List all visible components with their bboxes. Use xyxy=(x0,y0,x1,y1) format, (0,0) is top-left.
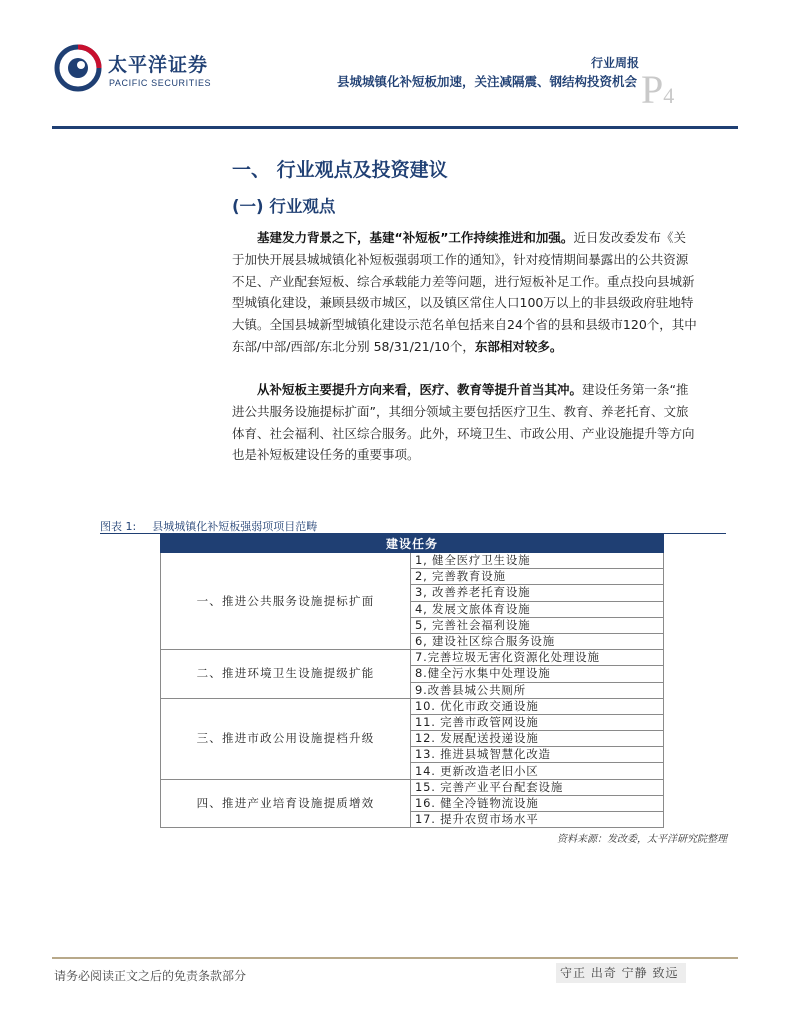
figure-title: 县城城镇化补短板强弱项项目范畴 xyxy=(152,520,318,533)
category-cell: 三、推进市政公用设施提档升级 xyxy=(161,698,411,779)
figure-source: 资料来源：发改委，太平洋研究院整理 xyxy=(557,834,727,845)
disclaimer-note: 请务必阅读正文之后的免责条款部分 xyxy=(54,969,247,983)
construction-tasks-table xyxy=(160,534,664,828)
paragraph-line xyxy=(232,336,738,358)
paragraph-line: 于加快开展县城城镇化补短板强弱项工作的通知》，针对疫情期间暴露出的公共资源 xyxy=(232,251,689,267)
task-cell: 7.完善垃圾无害化资源化处理设施 xyxy=(411,650,664,666)
paragraph-line: 大镇。全国县城新型城镇化建设示范名单包括来自24个省的县和县级市120个，其中 xyxy=(232,317,697,333)
task-cell: 3, 改善养老托育设施 xyxy=(411,585,664,601)
paragraph-line: 型城镇化建设，兼顾县级市城区，以及镇区常住人口100万以上的非县级政府驻地特 xyxy=(232,295,694,311)
company-motto: 守正 出奇 宁静 致远 xyxy=(556,963,686,983)
task-cell: 16. 健全冷链物流设施 xyxy=(411,795,664,811)
page-number-digit: 4 xyxy=(663,83,675,108)
task-cell: 5, 完善社会福利设施 xyxy=(411,617,664,633)
paragraph-2 xyxy=(232,379,738,466)
task-cell: 17. 提升农贸市场水平 xyxy=(411,812,664,828)
paragraph-line: 体育、社会福利、社区综合服务。此外，环境卫生、市政公用、产业设施提升等方向 xyxy=(232,425,695,441)
paragraph-line xyxy=(232,379,738,401)
task-cell: 9.改善县城公共厕所 xyxy=(411,682,664,698)
section-subheading: (一) 行业观点 xyxy=(232,197,336,216)
category-cell: 二、推进环境卫生设施提级扩能 xyxy=(161,650,411,699)
task-cell: 8.健全污水集中处理设施 xyxy=(411,666,664,682)
bold-lead: 从补短板主要提升方向来看，医疗、教育等提升首当其冲。 xyxy=(257,382,583,397)
report-type: 行业周报 xyxy=(590,56,639,70)
paragraph-line: 进公共服务设施提标扩面”，其细分领域主要包括医疗卫生、教育、养老托育、文旅 xyxy=(232,403,689,419)
task-cell: 2, 完善教育设施 xyxy=(411,569,664,585)
table-header: 建设任务 xyxy=(161,535,664,553)
paragraph-line: 不足、产业配套短板、综合承载能力差等问题，进行短板补足工作。重点投向县城新 xyxy=(232,273,695,289)
footer-divider xyxy=(52,957,738,959)
line-text: 近日发改委发布《关 xyxy=(573,230,686,245)
figure-label: 图表 1: xyxy=(100,520,137,533)
table-header-row xyxy=(161,535,664,553)
category-cell: 一、推进公共服务设施提标扩面 xyxy=(161,553,411,650)
table-row xyxy=(161,779,664,795)
report-title: 县城城镇化补短板加速，关注减隔震、钢结构投资机会 xyxy=(336,74,637,89)
task-cell: 14. 更新改造老旧小区 xyxy=(411,763,664,779)
bold-lead: 基建发力背景之下，基建“补短板”工作持续推进和加强。 xyxy=(257,230,574,245)
task-cell: 13. 推进县城智慧化改造 xyxy=(411,747,664,763)
paragraph-line: 也是补短板建设任务的重要事项。 xyxy=(232,447,420,463)
task-cell: 15. 完善产业平台配套设施 xyxy=(411,779,664,795)
paragraph-line xyxy=(232,227,738,249)
task-cell: 4, 发展文旅体育设施 xyxy=(411,601,664,617)
line-text: 建设任务第一条“推 xyxy=(582,382,689,397)
task-cell: 11. 完善市政管网设施 xyxy=(411,714,664,730)
bold-conclusion: 东部相对较多。 xyxy=(474,338,563,354)
task-cell: 12. 发展配送投递设施 xyxy=(411,731,664,747)
table-row xyxy=(161,553,664,569)
table-row xyxy=(161,698,664,714)
logo-chinese-name: 太平洋证券 xyxy=(108,54,209,76)
figure-caption xyxy=(100,518,317,534)
header-divider xyxy=(52,126,738,129)
company-logo xyxy=(54,44,214,94)
task-cell: 10. 优化市政交通设施 xyxy=(411,698,664,714)
line-text: 东部/中部/西部/东北分别 58/31/21/10个， xyxy=(232,338,475,354)
page-number xyxy=(641,66,674,113)
logo-english-name: PACIFIC SECURITIES xyxy=(109,78,212,88)
task-cell: 1, 健全医疗卫生设施 xyxy=(411,553,664,569)
section-heading: 一、 行业观点及投资建议 xyxy=(232,159,448,181)
page-prefix: P xyxy=(641,67,664,112)
table-row xyxy=(161,650,664,666)
task-cell: 6, 建设社区综合服务设施 xyxy=(411,633,664,649)
pacific-logo-icon xyxy=(54,44,102,92)
paragraph-1 xyxy=(232,227,738,358)
category-cell: 四、推进产业培育设施提质增效 xyxy=(161,779,411,828)
